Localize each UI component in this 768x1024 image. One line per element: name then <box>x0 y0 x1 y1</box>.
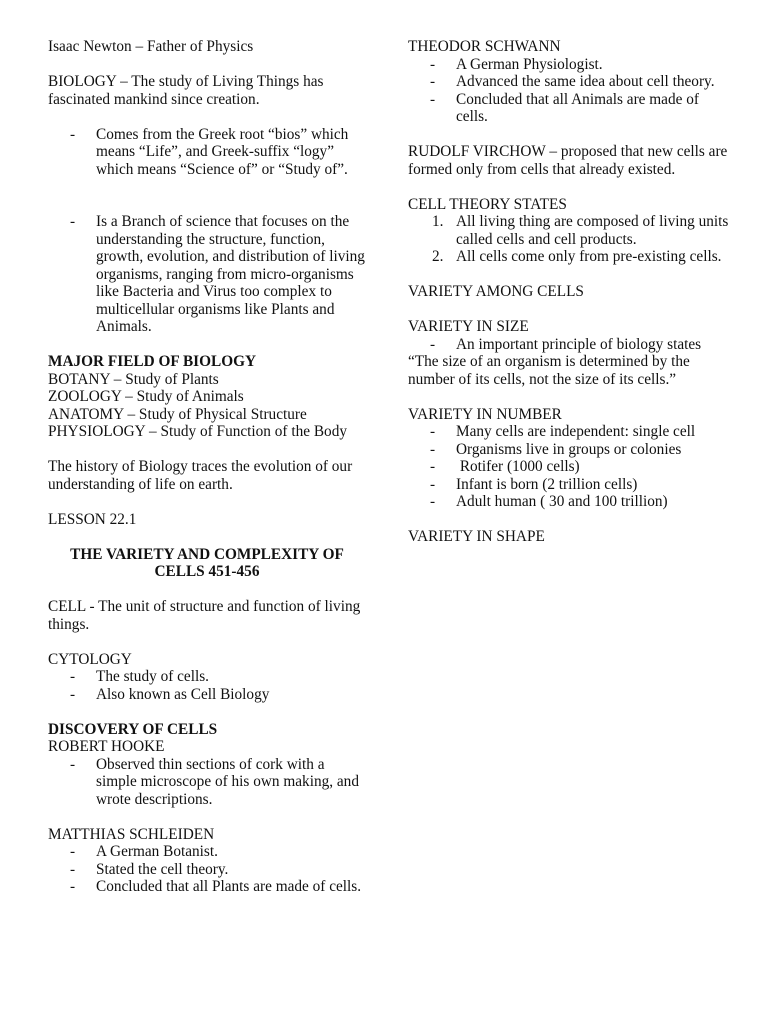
numbered-item-text: All cells come only from pre-existing cells. <box>456 248 722 265</box>
variety-among-heading: VARIETY AMONG CELLS <box>408 283 584 300</box>
size-quote: “The size of an organism is determined by the number of its cells, not the size of its cells.” <box>408 353 690 388</box>
list-item-text: Organisms live in groups or colonies <box>456 440 682 458</box>
dash-bullet: - <box>430 73 436 90</box>
variety-number-heading: VARIETY IN NUMBER <box>408 405 562 423</box>
dash-bullet: - <box>70 125 76 143</box>
item-number: 1. <box>432 213 444 230</box>
biology-definition: BIOLOGY – The study of Living Things has fascinated mankind since creation. <box>48 73 324 108</box>
field-anatomy: ANATOMY – Study of Physical Structure <box>48 405 307 423</box>
dash-bullet: - <box>70 755 76 773</box>
list-item-text: A German Physiologist. <box>456 55 603 73</box>
dash-bullet: - <box>430 475 436 493</box>
list-item <box>48 878 366 896</box>
list-item <box>408 458 730 476</box>
dash-bullet: - <box>430 335 436 353</box>
dash-bullet: - <box>70 860 76 878</box>
list-item <box>48 756 366 809</box>
list-item <box>408 91 730 126</box>
dash-bullet: - <box>430 493 436 510</box>
field-zoology: ZOOLOGY – Study of Animals <box>48 388 244 405</box>
list-item <box>408 336 730 354</box>
schleiden-heading: MATTHIAS SCHLEIDEN <box>48 825 215 843</box>
list-item-text: An important principle of biology states <box>456 335 702 353</box>
list-item-text: Adult human ( 30 and 100 trillion) <box>456 493 668 510</box>
lesson-title: THE VARIETY AND COMPLEXITY OF CELLS 451-456 <box>70 545 344 580</box>
dash-bullet: - <box>430 440 436 458</box>
list-item <box>48 861 366 879</box>
major-field-heading: MAJOR FIELD OF BIOLOGY <box>48 353 257 370</box>
list-item-text: Observed thin sections of cork with a simple microscope of his own making, and wrote descriptions. <box>96 755 359 808</box>
list-item-text: Comes from the Greek root “bios” which means “Life”, and Greek-suffix “logy” which means “Science of” or “Study of”. <box>96 125 349 178</box>
dash-bullet: - <box>430 55 436 73</box>
field-physiology: PHYSIOLOGY – Study of Function of the Body <box>48 423 347 440</box>
list-item-text: Also known as Cell Biology <box>96 685 270 703</box>
left-column <box>48 38 366 896</box>
cytology-heading: CYTOLOGY <box>48 650 132 668</box>
numbered-item <box>408 213 730 248</box>
history-paragraph: The history of Biology traces the evolution of our understanding of life on earth. <box>48 458 353 493</box>
discovery-heading: DISCOVERY OF CELLS <box>48 720 218 738</box>
list-item <box>408 493 730 511</box>
list-item <box>408 441 730 459</box>
newton-line: Isaac Newton – Father of Physics <box>48 38 254 55</box>
dash-bullet: - <box>70 685 76 703</box>
list-item <box>48 843 366 861</box>
list-item-text: Is a Branch of science that focuses on the understanding the structure, function, growth, evolution, and distribution of living organisms, ranging from micro-organisms like Bacteria and Virus too complex to multicellular organisms like Plants and Animals. <box>96 213 365 335</box>
field-botany: BOTANY – Study of Plants <box>48 370 219 388</box>
lesson-number: LESSON 22.1 <box>48 510 137 528</box>
hooke-heading: ROBERT HOOKE <box>48 738 165 755</box>
numbered-item-text: All living thing are composed of living units called cells and cell products. <box>456 213 729 248</box>
list-item-text: Infant is born (2 trillion cells) <box>456 475 638 493</box>
schwann-heading: THEODOR SCHWANN <box>408 38 561 55</box>
dash-bullet: - <box>70 213 76 230</box>
list-item-text: Rotifer (1000 cells) <box>456 458 580 475</box>
list-item-text: Stated the cell theory. <box>96 860 229 878</box>
numbered-item <box>408 248 730 266</box>
list-item <box>48 213 366 336</box>
dash-bullet: - <box>70 878 76 895</box>
list-item-text: A German Botanist. <box>96 843 218 860</box>
list-item <box>408 423 730 441</box>
list-item-text: The study of cells. <box>96 668 210 685</box>
list-item-text: Many cells are independent: single cell <box>456 423 696 440</box>
dash-bullet: - <box>430 423 436 440</box>
list-item-text: Concluded that all Animals are made of cells. <box>456 90 699 125</box>
item-number: 2. <box>432 248 444 265</box>
dash-bullet: - <box>430 458 436 475</box>
right-column <box>408 38 730 546</box>
dash-bullet: - <box>430 90 436 108</box>
virchow-paragraph: RUDOLF VIRCHOW – proposed that new cells are formed only from cells that already existed. <box>408 143 728 178</box>
list-item-text: Concluded that all Plants are made of cells. <box>96 878 362 895</box>
dash-bullet: - <box>70 668 76 685</box>
list-item <box>48 686 366 704</box>
cell-theory-heading: CELL THEORY STATES <box>408 195 567 213</box>
list-item <box>48 668 366 686</box>
cell-definition: CELL - The unit of structure and function of living things. <box>48 598 361 633</box>
variety-size-heading: VARIETY IN SIZE <box>408 318 529 335</box>
list-item-text: Advanced the same idea about cell theory. <box>456 73 715 90</box>
list-item <box>408 476 730 494</box>
dash-bullet: - <box>70 843 76 860</box>
list-item <box>408 56 730 74</box>
variety-shape-heading: VARIETY IN SHAPE <box>408 528 545 545</box>
list-item <box>408 73 730 91</box>
list-item <box>48 126 366 179</box>
